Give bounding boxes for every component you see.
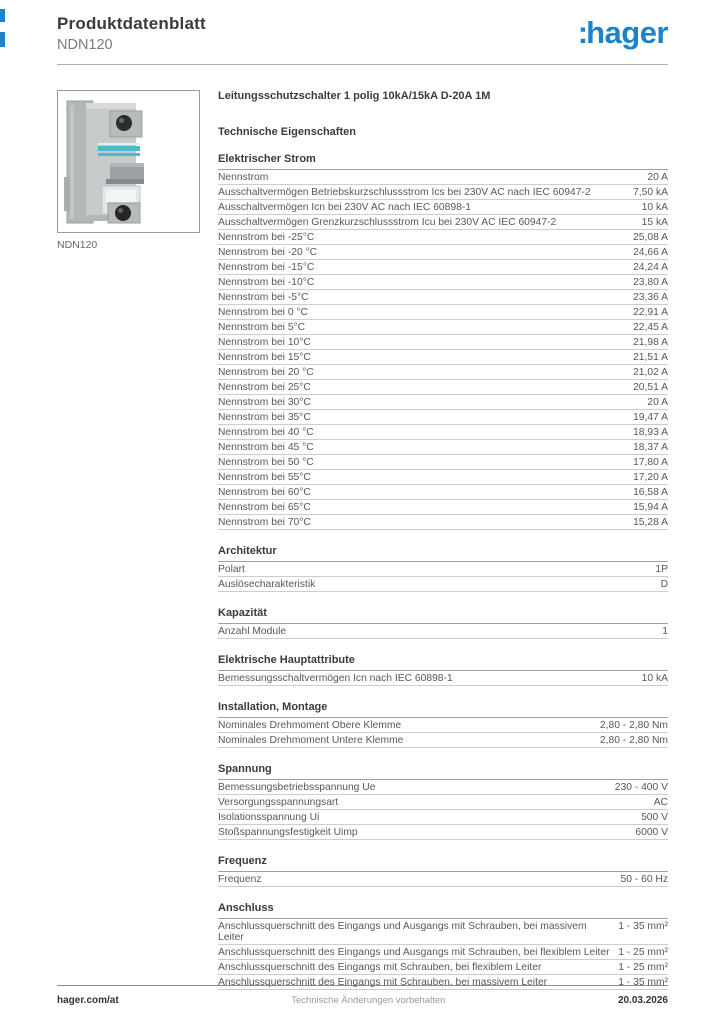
spec-section-title: Anschluss bbox=[218, 902, 668, 919]
technical-properties-heading: Technische Eigenschaften bbox=[218, 126, 356, 138]
spec-value: 6000 V bbox=[635, 827, 668, 838]
spec-label: Nennstrom bei 20 °C bbox=[218, 367, 314, 378]
spec-label: Anschlussquerschnitt des Eingangs und Ausgangs mit Schrauben, bei flexiblem Leiter bbox=[218, 947, 610, 958]
spec-value: 23,36 A bbox=[633, 292, 668, 303]
spec-value: 21,98 A bbox=[633, 337, 668, 348]
spec-section bbox=[218, 153, 668, 530]
spec-value: 20,51 A bbox=[633, 382, 668, 393]
spec-section-title: Elektrischer Strom bbox=[218, 153, 668, 170]
spec-value: 25,08 A bbox=[633, 232, 668, 243]
spec-row bbox=[218, 425, 668, 440]
spec-row bbox=[218, 945, 668, 960]
spec-value: 21,51 A bbox=[633, 352, 668, 363]
spec-label: Isolationsspannung Ui bbox=[218, 812, 320, 823]
spec-section-title: Elektrische Hauptattribute bbox=[218, 654, 668, 671]
spec-label: Nennstrom bei 35°C bbox=[218, 412, 311, 423]
spec-label: Anschlussquerschnitt des Eingangs und Ausgangs mit Schrauben, bei massivem Leiter bbox=[218, 921, 587, 943]
spec-value: 21,02 A bbox=[633, 367, 668, 378]
spec-row bbox=[218, 290, 668, 305]
spec-label: Nennstrom bei 15°C bbox=[218, 352, 311, 363]
hager-logo-colon-icon: : bbox=[577, 15, 587, 50]
spec-value: 17,20 A bbox=[633, 472, 668, 483]
spec-row bbox=[218, 872, 668, 887]
spec-row bbox=[218, 380, 668, 395]
spec-label: Ausschaltvermögen Betriebskurzschlussstrom Ics bei 230V AC nach IEC 60947-2 bbox=[218, 187, 591, 198]
spec-row bbox=[218, 455, 668, 470]
spec-section-title: Spannung bbox=[218, 763, 668, 780]
spec-row bbox=[218, 515, 668, 530]
spec-label: Anzahl Module bbox=[218, 626, 287, 637]
spec-label: Nennstrom bei -20 °C bbox=[218, 247, 318, 258]
spec-value: 1 - 25 mm² bbox=[618, 947, 668, 958]
spec-value: 7,50 kA bbox=[633, 187, 668, 198]
spec-row bbox=[218, 624, 668, 639]
footer-row bbox=[0, 986, 724, 1006]
spec-row bbox=[218, 671, 668, 686]
spec-row bbox=[218, 185, 668, 200]
spec-label: Nennstrom bbox=[218, 172, 269, 183]
spec-value: 24,66 A bbox=[633, 247, 668, 258]
spec-label: Anschlussquerschnitt des Eingangs mit Schrauben, bei flexiblem Leiter bbox=[218, 962, 542, 973]
spec-row bbox=[218, 200, 668, 215]
spec-row bbox=[218, 350, 668, 365]
spec-value: 17,80 A bbox=[633, 457, 668, 468]
footer-date: 20.03.2026 bbox=[617, 995, 668, 1006]
spec-row bbox=[218, 230, 668, 245]
product-image-column bbox=[57, 90, 218, 990]
spec-label: Nennstrom bei -25°C bbox=[218, 232, 315, 243]
edge-colon-dot-top bbox=[0, 9, 5, 22]
product-image-caption: NDN120 bbox=[57, 239, 98, 251]
spec-value: 2,80 - 2,80 Nm bbox=[599, 720, 668, 731]
page-title: Produktdatenblatt bbox=[57, 14, 206, 33]
spec-value: 22,45 A bbox=[633, 322, 668, 333]
spec-label: Nennstrom bei -5°C bbox=[218, 292, 309, 303]
product-title: Leitungsschutzschalter 1 polig 10kA/15kA D-20A 1M bbox=[218, 90, 491, 102]
spec-label: Anschlussquerschnitt des Eingangs mit Schrauben, bei massivem Leiter bbox=[218, 977, 548, 988]
spec-label: Nennstrom bei 25°C bbox=[218, 382, 311, 393]
spec-row bbox=[218, 260, 668, 275]
spec-value: 18,93 A bbox=[633, 427, 668, 438]
spec-row bbox=[218, 335, 668, 350]
header bbox=[0, 0, 724, 53]
spec-label: Nominales Drehmoment Obere Klemme bbox=[218, 720, 402, 731]
spec-label: Nennstrom bei -10°C bbox=[218, 277, 315, 288]
spec-row bbox=[218, 577, 668, 592]
spec-value: 15,94 A bbox=[633, 502, 668, 513]
product-image-box bbox=[57, 90, 200, 233]
spec-row bbox=[218, 470, 668, 485]
spec-value: 15 kA bbox=[641, 217, 668, 228]
spec-row bbox=[218, 810, 668, 825]
spec-value: 19,47 A bbox=[633, 412, 668, 423]
spec-label: Nennstrom bei 70°C bbox=[218, 517, 311, 528]
spec-value: 230 - 400 V bbox=[614, 782, 668, 793]
spec-row bbox=[218, 215, 668, 230]
main-content bbox=[0, 65, 724, 990]
spec-label: Nennstrom bei 10°C bbox=[218, 337, 311, 348]
spec-row bbox=[218, 718, 668, 733]
page-edge-colon-mark bbox=[0, 9, 5, 47]
spec-row bbox=[218, 795, 668, 810]
spec-section-title: Installation, Montage bbox=[218, 701, 668, 718]
spec-label: Stoßspannungsfestigkeit Uimp bbox=[218, 827, 358, 838]
spec-label: Nennstrom bei 40 °C bbox=[218, 427, 314, 438]
spec-label: Bemessungsbetriebsspannung Ue bbox=[218, 782, 376, 793]
spec-row bbox=[218, 500, 668, 515]
spec-section bbox=[218, 545, 668, 592]
spec-value: 16,58 A bbox=[633, 487, 668, 498]
spec-section bbox=[218, 902, 668, 990]
spec-value: 20 A bbox=[647, 397, 668, 408]
spec-label: Polart bbox=[218, 564, 245, 575]
spec-label: Frequenz bbox=[218, 874, 262, 885]
spec-label: Ausschaltvermögen Grenzkurzschlussstrom Icu bei 230V AC IEC 60947-2 bbox=[218, 217, 557, 228]
spec-value: 2,80 - 2,80 Nm bbox=[599, 735, 668, 746]
spec-row bbox=[218, 733, 668, 748]
spec-row bbox=[218, 395, 668, 410]
spec-value: 1P bbox=[655, 564, 668, 575]
spec-row bbox=[218, 170, 668, 185]
spec-label: Auslösecharakteristik bbox=[218, 579, 316, 590]
spec-label: Nennstrom bei 45 °C bbox=[218, 442, 314, 453]
spec-label: Nennstrom bei 65°C bbox=[218, 502, 311, 513]
spec-value: 10 kA bbox=[641, 202, 668, 213]
spec-label: Nennstrom bei 60°C bbox=[218, 487, 311, 498]
spec-section bbox=[218, 654, 668, 686]
spec-label: Nominales Drehmoment Untere Klemme bbox=[218, 735, 404, 746]
spec-section-title: Kapazität bbox=[218, 607, 668, 624]
spec-value: 50 - 60 Hz bbox=[620, 874, 668, 885]
spec-section-title: Frequenz bbox=[218, 855, 668, 872]
spec-value: 20 A bbox=[647, 172, 668, 183]
spec-row bbox=[218, 562, 668, 577]
circuit-breaker-image bbox=[58, 91, 199, 232]
spec-value: 24,24 A bbox=[633, 262, 668, 273]
spec-value: 1 - 35 mm² bbox=[618, 977, 668, 988]
spec-sections bbox=[218, 153, 668, 990]
spec-row bbox=[218, 275, 668, 290]
spec-value: 1 - 35 mm² bbox=[618, 921, 668, 932]
spec-row bbox=[218, 960, 668, 975]
spec-section bbox=[218, 607, 668, 639]
spec-value: 500 V bbox=[641, 812, 668, 823]
spec-row bbox=[218, 485, 668, 500]
spec-content bbox=[218, 90, 668, 990]
spec-label: Nennstrom bei 55°C bbox=[218, 472, 311, 483]
spec-row bbox=[218, 780, 668, 795]
spec-label: Nennstrom bei 50 °C bbox=[218, 457, 314, 468]
spec-section bbox=[218, 701, 668, 748]
spec-value: 1 bbox=[662, 626, 668, 637]
spec-row bbox=[218, 825, 668, 840]
spec-label: Bemessungsschaltvermögen Icn nach IEC 60898-1 bbox=[218, 673, 453, 684]
spec-row bbox=[218, 305, 668, 320]
footer-disclaimer: Technische Änderungen vorbehalten bbox=[291, 995, 446, 1006]
spec-value: D bbox=[660, 579, 668, 590]
spec-value: 1 - 25 mm² bbox=[618, 962, 668, 973]
spec-value: 15,28 A bbox=[633, 517, 668, 528]
spec-row bbox=[218, 365, 668, 380]
edge-colon-dot-bottom bbox=[0, 32, 5, 47]
spec-section bbox=[218, 763, 668, 840]
spec-value: 23,80 A bbox=[633, 277, 668, 288]
spec-row bbox=[218, 440, 668, 455]
spec-row bbox=[218, 410, 668, 425]
spec-value: 10 kA bbox=[641, 673, 668, 684]
hager-logo-text: hager bbox=[586, 15, 668, 50]
spec-label: Versorgungsspannungsart bbox=[218, 797, 339, 808]
product-code: NDN120 bbox=[57, 37, 113, 53]
spec-value: 18,37 A bbox=[633, 442, 668, 453]
spec-section-title: Architektur bbox=[218, 545, 668, 562]
spec-row bbox=[218, 245, 668, 260]
spec-row bbox=[218, 320, 668, 335]
spec-label: Nennstrom bei 5°C bbox=[218, 322, 306, 333]
spec-label: Nennstrom bei 0 °C bbox=[218, 307, 308, 318]
spec-label: Ausschaltvermögen Icn bei 230V AC nach IEC 60898-1 bbox=[218, 202, 471, 213]
footer bbox=[0, 985, 724, 1006]
spec-value: 22,91 A bbox=[633, 307, 668, 318]
spec-value: AC bbox=[653, 797, 668, 808]
hager-logo bbox=[577, 15, 668, 50]
spec-label: Nennstrom bei -15°C bbox=[218, 262, 315, 273]
footer-website-link[interactable]: hager.com/at bbox=[57, 995, 119, 1006]
spec-section bbox=[218, 855, 668, 887]
header-titles bbox=[57, 14, 206, 53]
spec-row bbox=[218, 919, 668, 945]
spec-label: Nennstrom bei 30°C bbox=[218, 397, 311, 408]
